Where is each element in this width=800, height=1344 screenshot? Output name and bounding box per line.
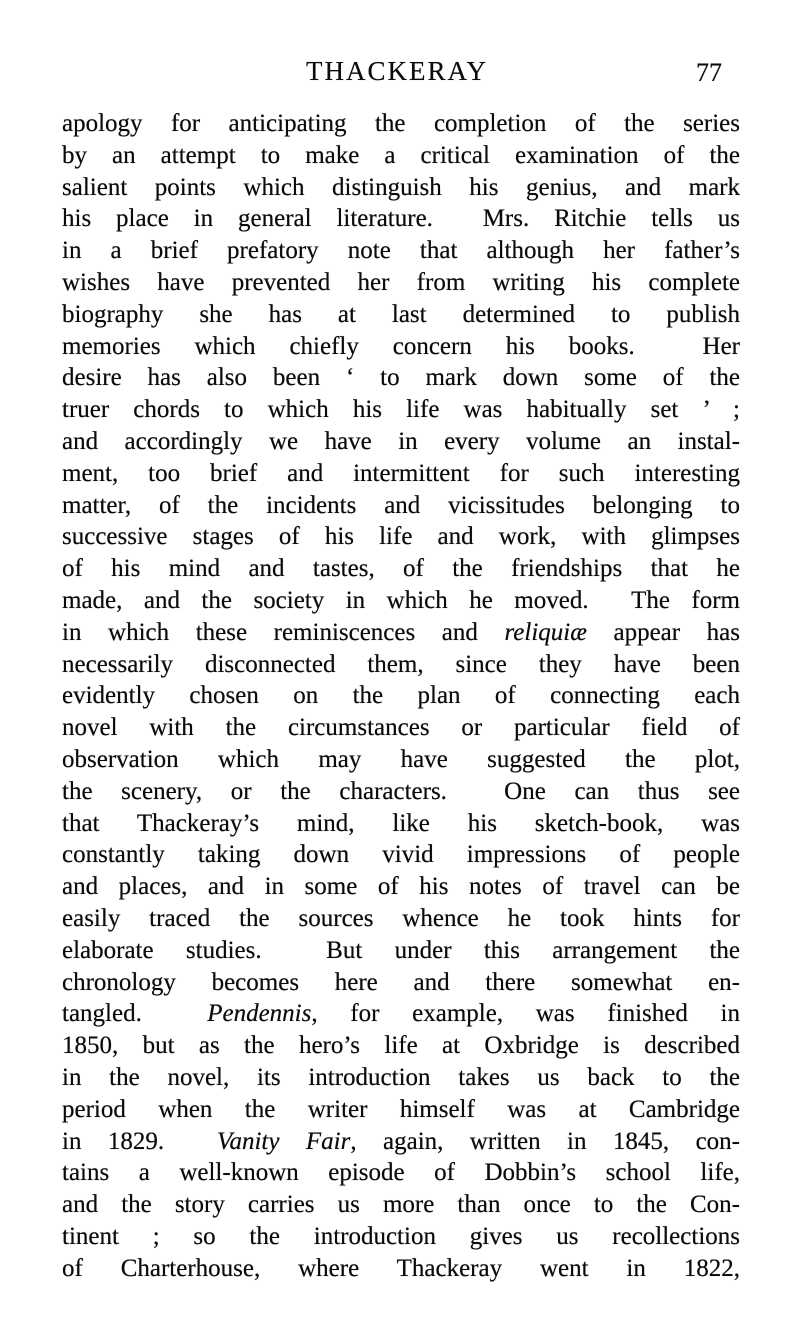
text-line [62, 108, 740, 140]
text-line [62, 712, 740, 744]
text-line [62, 299, 740, 331]
plain-text: easily traced the sources whence he took hints for [62, 904, 740, 932]
text-line [62, 1062, 740, 1094]
plain-text: evidently chosen on the plan of connecting each [62, 682, 740, 710]
text-line [62, 267, 740, 299]
plain-text: of Charterhouse, where Thackeray went in 1822, [62, 1254, 740, 1282]
plain-text: desire has also been ‘ to mark down some of the [62, 364, 740, 392]
plain-text: elaborate studies. But under this arrangement the [62, 936, 740, 964]
page-title: THACKERAY [305, 56, 489, 86]
plain-text: of his mind and tastes, of the friendships that he [62, 555, 740, 583]
text-line [62, 458, 740, 490]
plain-text: chronology becomes here and there somewhat en- [62, 968, 740, 996]
text-line [62, 903, 740, 935]
plain-text: , for example, was finished in [311, 1000, 740, 1028]
text-line [62, 935, 740, 967]
text-line [62, 1253, 740, 1285]
text-line [62, 1221, 740, 1253]
plain-text: and places, and in some of his notes of travel can be [62, 873, 740, 901]
plain-text: the scenery, or the characters. One can thus see [62, 777, 740, 805]
plain-text: in which these reminiscences and [62, 618, 505, 646]
text-line [62, 680, 740, 712]
plain-text: , again, written in 1845, con- [350, 1127, 740, 1155]
text-line [62, 808, 740, 840]
text-line [62, 585, 740, 617]
plain-text: 1850, but as the hero’s life at Oxbridge is described [62, 1032, 740, 1060]
plain-text: and accordingly we have in every volume an instal- [62, 427, 740, 455]
page-body [62, 108, 740, 1284]
text-line [62, 1094, 740, 1126]
plain-text: matter, of the incidents and vicissitudes belonging to [62, 491, 740, 519]
text-line [62, 839, 740, 871]
plain-text: in 1829. [62, 1127, 217, 1155]
plain-text: and the story carries us more than once to the Con- [62, 1191, 740, 1219]
text-line [62, 203, 740, 235]
plain-text: truer chords to which his life was habitually set ’ ; [62, 396, 740, 424]
text-line [62, 362, 740, 394]
text-line [62, 1189, 740, 1221]
text-line [62, 426, 740, 458]
running-head [62, 56, 740, 88]
text-line [62, 871, 740, 903]
text-line [62, 172, 740, 204]
text-line [62, 1157, 740, 1189]
plain-text: wishes have prevented her from writing his complete [62, 268, 740, 296]
text-line [62, 1126, 740, 1158]
text-line [62, 744, 740, 776]
page-number: 77 [696, 58, 722, 87]
text-line [62, 331, 740, 363]
plain-text: novel with the circumstances or particular field of [62, 714, 740, 742]
text-line [62, 394, 740, 426]
plain-text: biography she has at last determined to publish [62, 300, 740, 328]
plain-text: made, and the society in which he moved. The form [62, 586, 740, 614]
text-line [62, 553, 740, 585]
text-line [62, 140, 740, 172]
text-line [62, 235, 740, 267]
text-line [62, 490, 740, 522]
plain-text: salient points which distinguish his genius, and mark [62, 173, 740, 201]
plain-text: tangled. [62, 1000, 208, 1028]
plain-text: tinent ; so the introduction gives us recollections [62, 1222, 740, 1250]
plain-text: successive stages of his life and work, with glimpses [62, 523, 740, 551]
text-line [62, 967, 740, 999]
text-line [62, 521, 740, 553]
plain-text: observation which may have suggested the plot, [62, 745, 740, 773]
plain-text: tains a well-known episode of Dobbin’s school life, [62, 1159, 740, 1187]
plain-text: apology for anticipating the completion of the series [62, 110, 740, 137]
plain-text: that Thackeray’s mind, like his sketch-book, was [62, 809, 740, 837]
text-line [62, 776, 740, 808]
text-line [62, 1030, 740, 1062]
plain-text: by an attempt to make a critical examination of the [62, 141, 740, 169]
italic-text: reliquiæ [504, 618, 587, 646]
plain-text: in a brief prefatory note that although her father’s [62, 237, 740, 265]
plain-text: constantly taking down vivid impressions of people [62, 841, 740, 869]
plain-text: ment, too brief and intermittent for such interesting [62, 459, 740, 487]
plain-text: necessarily disconnected them, since they have been [62, 650, 740, 678]
text-line [62, 617, 740, 649]
text-line [62, 649, 740, 681]
italic-text: Pendennis [207, 1000, 312, 1028]
plain-text: in the novel, its introduction takes us back to the [62, 1063, 740, 1091]
plain-text: period when the writer himself was at Cambridge [62, 1095, 740, 1123]
plain-text: his place in general literature. Mrs. Ritchie tells us [62, 205, 740, 233]
text-line [62, 998, 740, 1030]
plain-text: memories which chiefly concern his books. Her [62, 332, 740, 360]
italic-text: Vanity Fair [216, 1127, 351, 1155]
plain-text: appear has [586, 618, 740, 646]
